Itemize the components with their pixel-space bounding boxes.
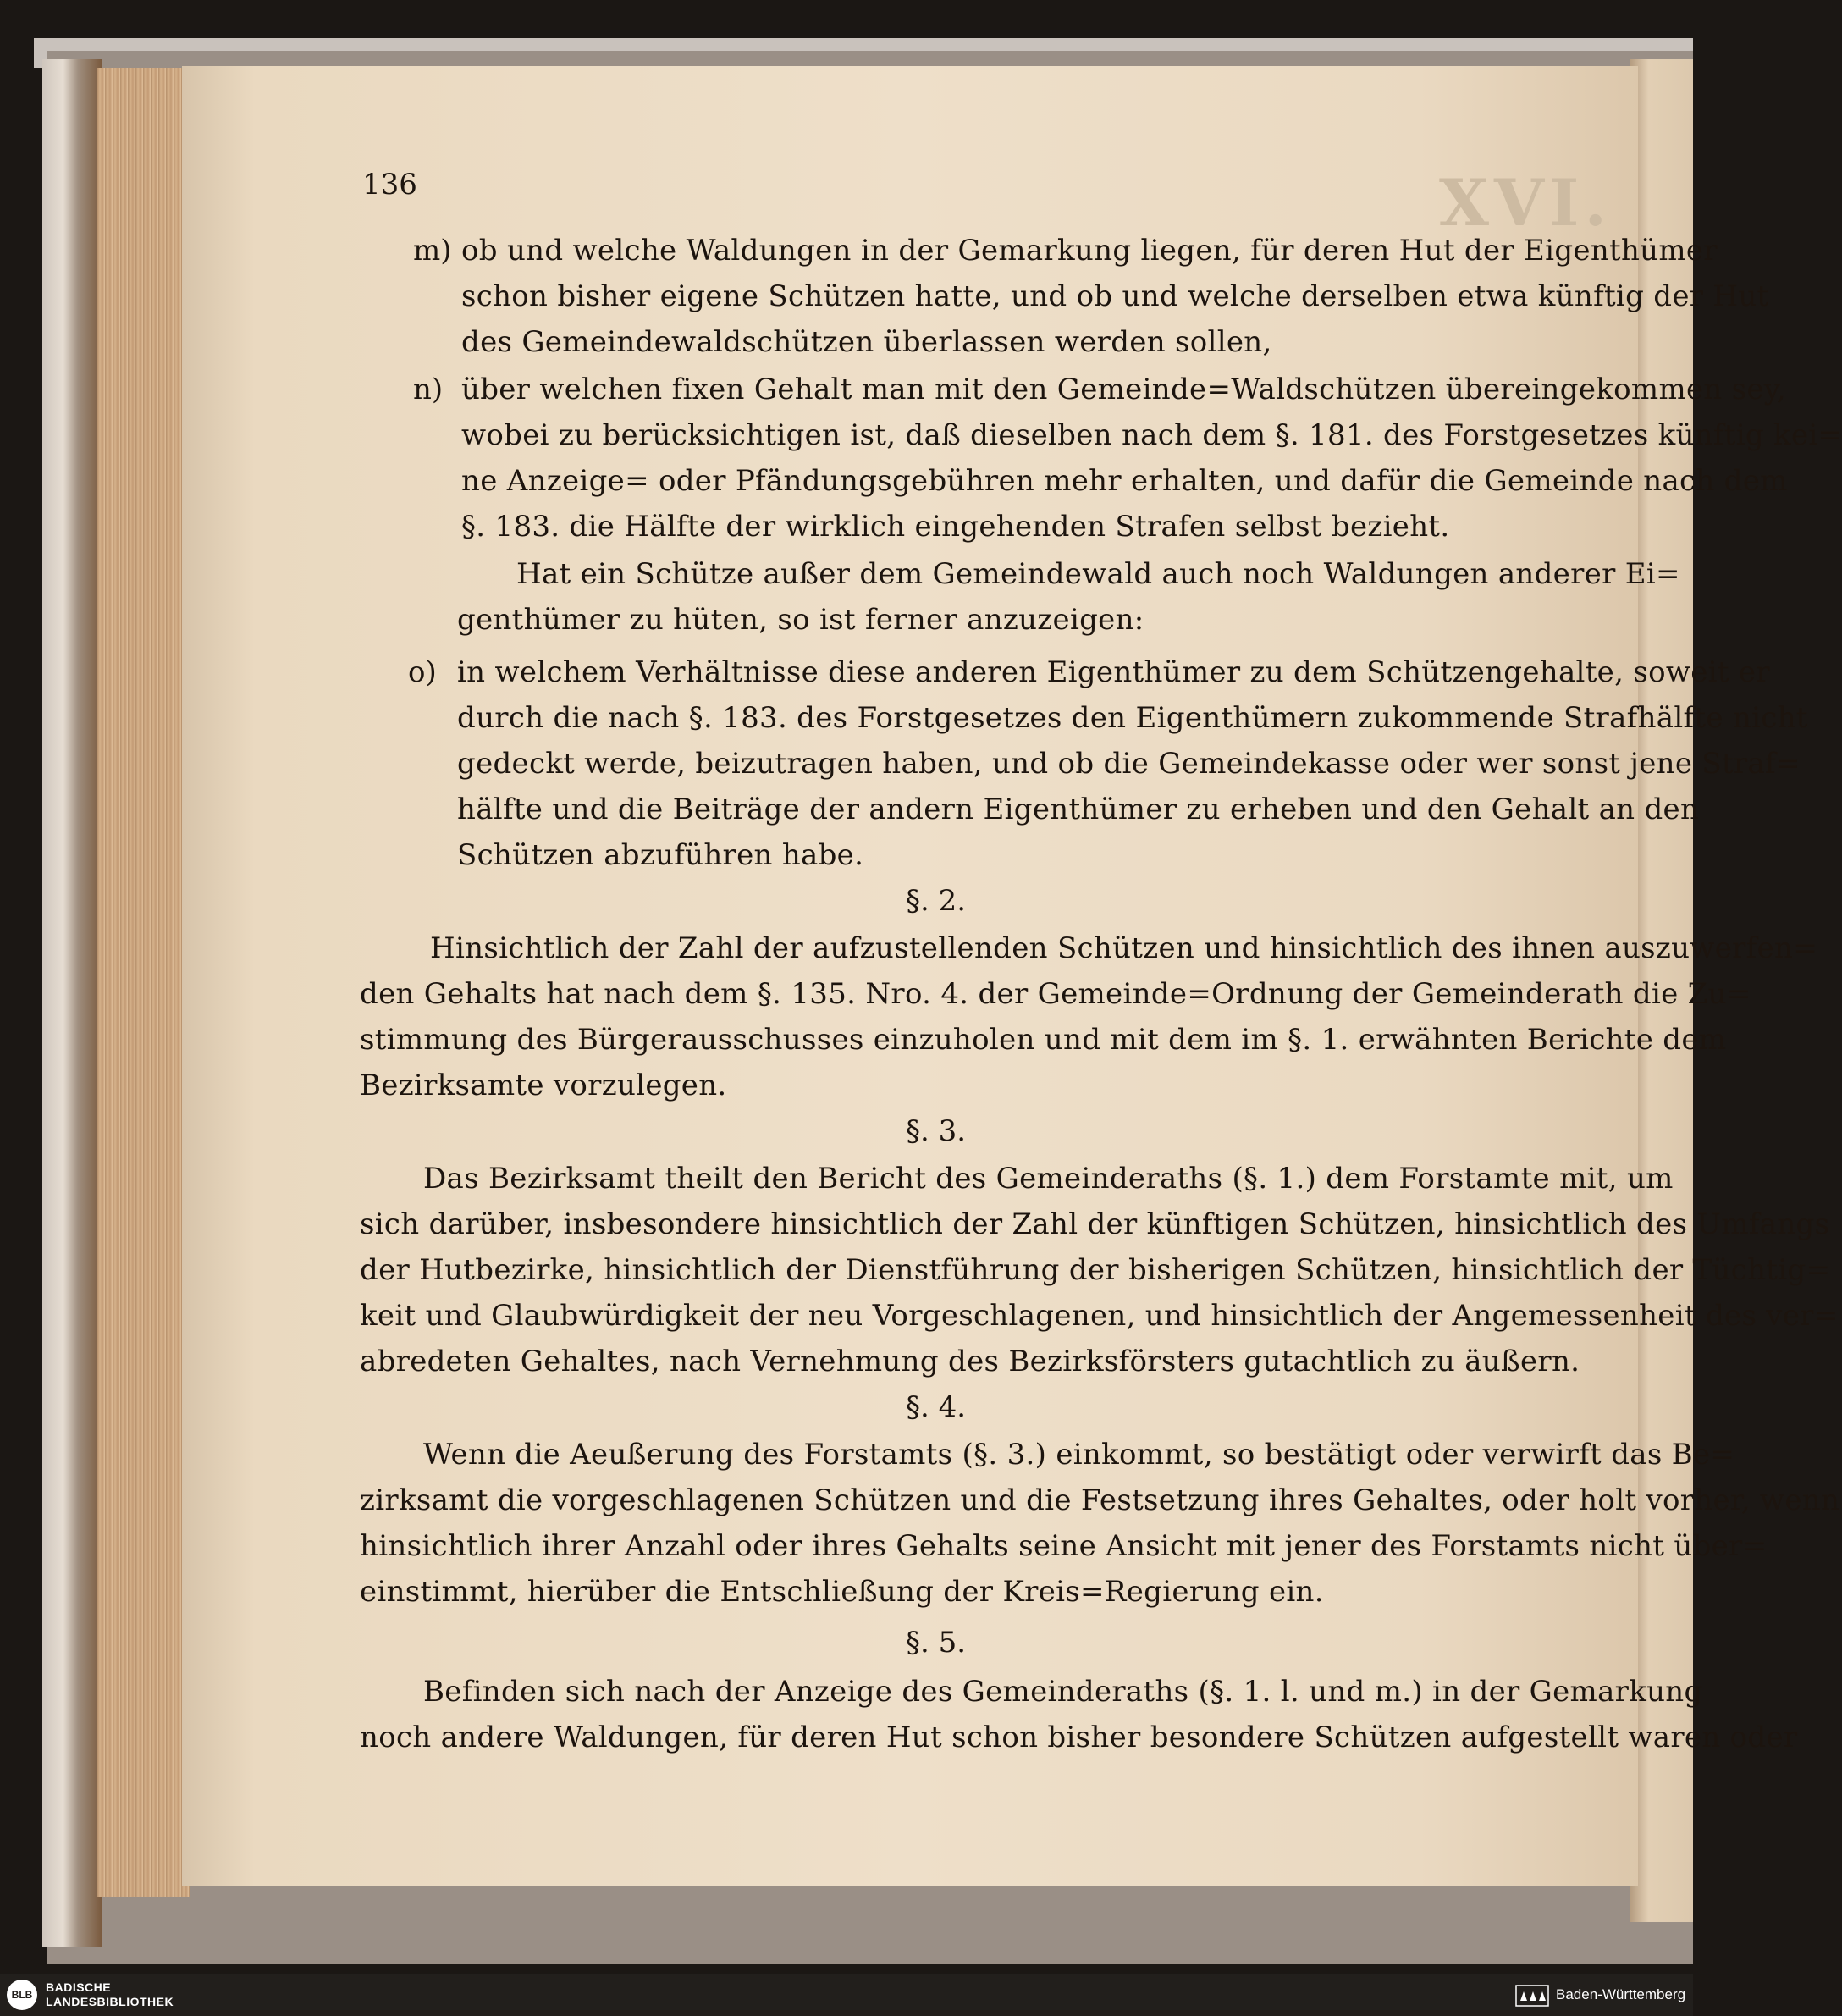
- text-line: der Hutbezirke, hinsichtlich der Dienstführung der bisherigen Schützen, hinsichtlich der Tüchtig=: [360, 1253, 1831, 1287]
- text-line: zirksamt die vorgeschlagenen Schützen und die Festsetzung ihres Gehaltes, oder holt vorher, wenn: [360, 1483, 1840, 1517]
- baden-wuerttemberg-lions-icon: [1515, 1985, 1549, 2007]
- text-line: keit und Glaubwürdigkeit der neu Vorgeschlagenen, und hinsichtlich der Angemessenheit des ver=: [360, 1299, 1839, 1333]
- text-line: über welchen fixen Gehalt man mit den Gemeinde=Waldschützen übereingekommen sey,: [461, 373, 1786, 406]
- text-line: hälfte und die Beiträge der andern Eigenthümer zu erheben und den Gehalt an den: [457, 793, 1700, 826]
- list-label-o: o): [408, 655, 437, 689]
- text-line: noch andere Waldungen, für deren Hut schon bisher besondere Schützen aufgestellt waren oder: [360, 1721, 1798, 1754]
- list-label-n: n): [413, 373, 444, 406]
- text-line: gedeckt werde, beizutragen haben, und ob die Gemeindekasse oder wer sonst jene Straf=: [457, 747, 1801, 781]
- library-name-line2: LANDESBIBLIOTHEK: [46, 1995, 174, 2008]
- text-line: hinsichtlich ihrer Anzahl oder ihres Gehalts seine Ansicht mit jener des Forstamts nicht über=: [360, 1529, 1768, 1563]
- text-line: Befinden sich nach der Anzeige des Gemeinderaths (§. 1. l. und m.) in der Gemarkung: [423, 1675, 1703, 1709]
- library-name: [46, 1980, 174, 2009]
- text-line: sich darüber, insbesondere hinsichtlich der Zahl der künftigen Schützen, hinsichtlich des Umfangs: [360, 1207, 1830, 1241]
- text-line: den Gehalts hat nach dem §. 135. Nro. 4. der Gemeinde=Ordnung der Gemeinderath die Zu=: [360, 977, 1751, 1011]
- library-name-line1: BADISCHE: [46, 1980, 112, 1994]
- text-line: einstimmt, hierüber die Entschließung der Kreis=Regierung ein.: [360, 1575, 1324, 1609]
- text-line: durch die nach §. 183. des Forstgesetzes den Eigenthümern zukommende Strafhälfte nicht: [457, 701, 1808, 735]
- text-line: abredeten Gehaltes, nach Vernehmung des Bezirksförsters gutachtlich zu äußern.: [360, 1345, 1580, 1378]
- page-number: 136: [362, 168, 417, 202]
- text-line: in welchem Verhältnisse diese anderen Eigenthümer zu dem Schützengehalte, soweit er: [457, 655, 1770, 689]
- text-line: Hat ein Schütze außer dem Gemeindewald auch noch Waldungen anderer Ei=: [516, 557, 1680, 591]
- list-label-m: m): [413, 234, 452, 268]
- text-line: Bezirksamte vorzulegen.: [360, 1069, 727, 1102]
- text-line: genthümer zu hüten, so ist ferner anzuzeigen:: [457, 603, 1144, 637]
- right-page-bleed: XVI.: [1439, 165, 1612, 240]
- viewer-footer: [0, 1974, 1693, 2016]
- text-line: ne Anzeige= oder Pfändungsgebühren mehr erhalten, und dafür die Gemeinde nach dem: [461, 464, 1788, 498]
- text-line: stimmung des Bürgerausschusses einzuholen und mit dem im §. 1. erwähnten Berichte dem: [360, 1023, 1727, 1057]
- text-line: schon bisher eigene Schützen hatte, und ob und welche derselben etwa künftig der Hut: [461, 279, 1769, 313]
- text-line: Wenn die Aeußerung des Forstamts (§. 3.) einkommt, so bestätigt oder verwirft das Be=: [423, 1438, 1735, 1472]
- section-heading: §. 5.: [906, 1626, 967, 1660]
- text-line: Das Bezirksamt theilt den Bericht des Gemeinderaths (§. 1.) dem Forstamte mit, um: [423, 1162, 1674, 1196]
- text-line: §. 183. die Hälfte der wirklich eingehenden Strafen selbst bezieht.: [461, 510, 1450, 544]
- text-line: des Gemeindewaldschützen überlassen werden sollen,: [461, 325, 1272, 359]
- section-heading: §. 4.: [906, 1390, 967, 1424]
- text-line: wobei zu berücksichtigen ist, daß dieselben nach dem §. 181. des Forstgesetzes künftig kei=: [461, 418, 1842, 452]
- section-heading: §. 2.: [906, 884, 967, 918]
- state-name: Baden-Württemberg: [1556, 1986, 1686, 2002]
- text-line: Hinsichtlich der Zahl der aufzustellenden Schützen und hinsichtlich des ihnen auszuwerfen=: [430, 931, 1817, 965]
- text-line: Schützen abzuführen habe.: [457, 838, 864, 872]
- blb-logo-icon: BLB: [7, 1980, 37, 2010]
- section-heading: §. 3.: [906, 1114, 967, 1148]
- text-line: ob und welche Waldungen in der Gemarkung liegen, für deren Hut der Eigenthümer: [461, 234, 1718, 268]
